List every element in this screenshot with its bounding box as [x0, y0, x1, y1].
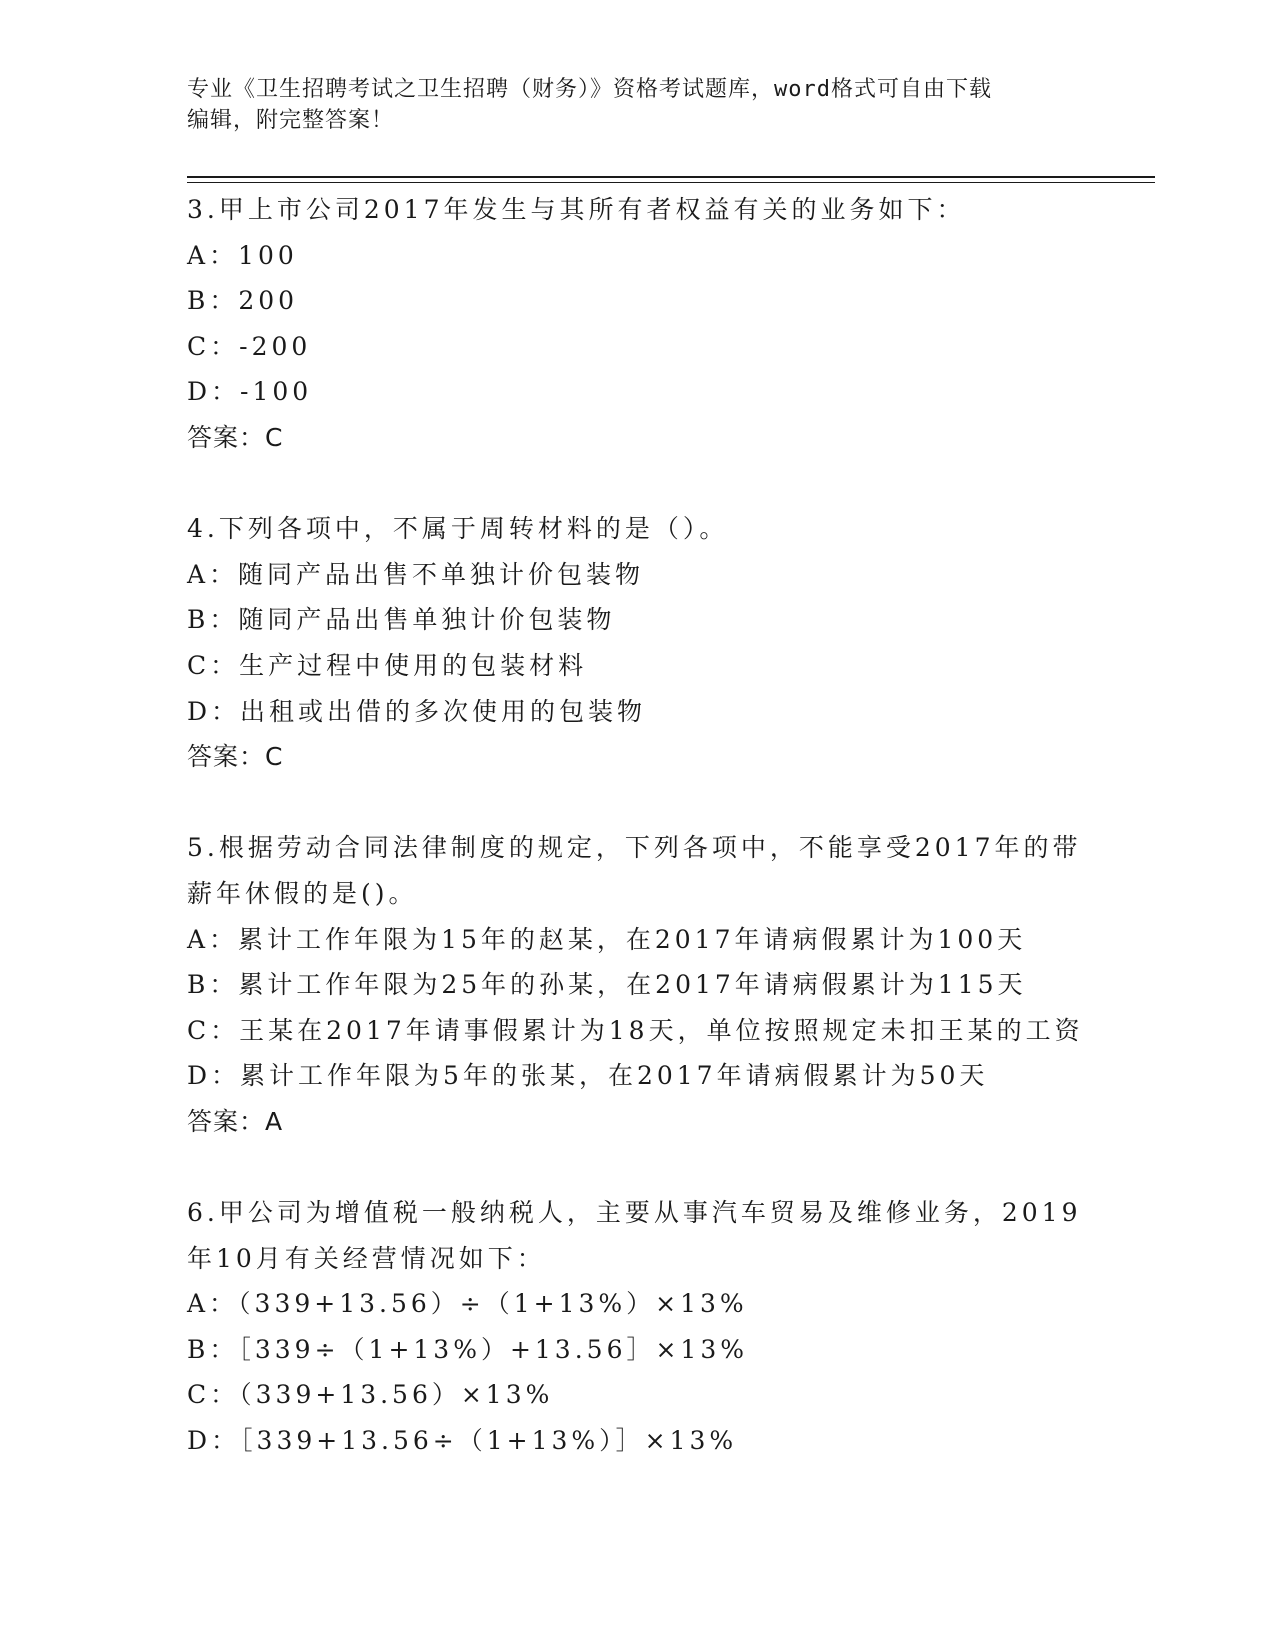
answer: 答案：A — [187, 1106, 284, 1136]
option-c: C：-200 — [187, 331, 312, 361]
option-a: A：累计工作年限为15年的赵某，在2017年请病假累计为100天 — [187, 924, 1027, 954]
question-stem: 3.甲上市公司2017年发生与其所有者权益有关的业务如下： — [187, 195, 966, 224]
question-stem-line-1: 6.甲公司为增值税一般纳税人，主要从事汽车贸易及维修业务，2019 — [187, 1198, 1082, 1228]
spacer — [187, 780, 1087, 826]
option-a: A：100 — [187, 240, 298, 270]
answer: 答案：C — [187, 422, 284, 452]
option-c: C：（339+13.56）×13% — [187, 1380, 554, 1410]
question-4 — [187, 506, 1087, 780]
question-list — [187, 187, 1087, 1464]
header-line-1: 专业《卫生招聘考试之卫生招聘（财务）》资格考试题库，word格式可自由下载 — [187, 77, 992, 102]
question-stem-line-2: 薪年休假的是()。 — [187, 878, 418, 908]
option-b: B：累计工作年限为25年的孙某，在2017年请病假累计为115天 — [187, 970, 1027, 1000]
spacer — [187, 461, 1087, 507]
option-c: C：生产过程中使用的包装材料 — [187, 650, 588, 680]
spacer — [187, 1144, 1087, 1190]
option-b: B：200 — [187, 286, 299, 316]
question-stem-line-2: 年10月有关经营情况如下： — [187, 1243, 546, 1273]
header-rule-thin — [187, 182, 1155, 183]
question-stem-line-1: 5.根据劳动合同法律制度的规定，下列各项中，不能享受2017年的带 — [187, 833, 1082, 863]
header-rule-thick — [187, 176, 1155, 178]
header-line-2: 编辑，附完整答案！ — [187, 108, 395, 133]
option-a: A：（339+13.56）÷（1+13%）×13% — [187, 1289, 748, 1319]
option-d: D：［339+13.56÷（1+13%）］×13% — [187, 1426, 738, 1456]
question-stem: 4.下列各项中，不属于周转材料的是（）。 — [187, 514, 729, 544]
question-3 — [187, 187, 1087, 461]
document-header — [187, 74, 1087, 136]
option-b: B：［339÷（1+13%）+13.56］×13% — [187, 1334, 748, 1364]
option-c: C：王某在2017年请事假累计为18天，单位按照规定未扣王某的工资 — [187, 1015, 1084, 1045]
option-d: D：累计工作年限为5年的张某，在2017年请病假累计为50天 — [187, 1061, 989, 1091]
option-a: A：随同产品出售不单独计价包装物 — [187, 559, 645, 589]
option-d: D：-100 — [187, 377, 313, 407]
option-b: B：随同产品出售单独计价包装物 — [187, 605, 616, 635]
question-6 — [187, 1190, 1087, 1464]
option-d: D：出租或出借的多次使用的包装物 — [187, 696, 647, 726]
question-5 — [187, 825, 1087, 1144]
answer: 答案：C — [187, 742, 284, 772]
